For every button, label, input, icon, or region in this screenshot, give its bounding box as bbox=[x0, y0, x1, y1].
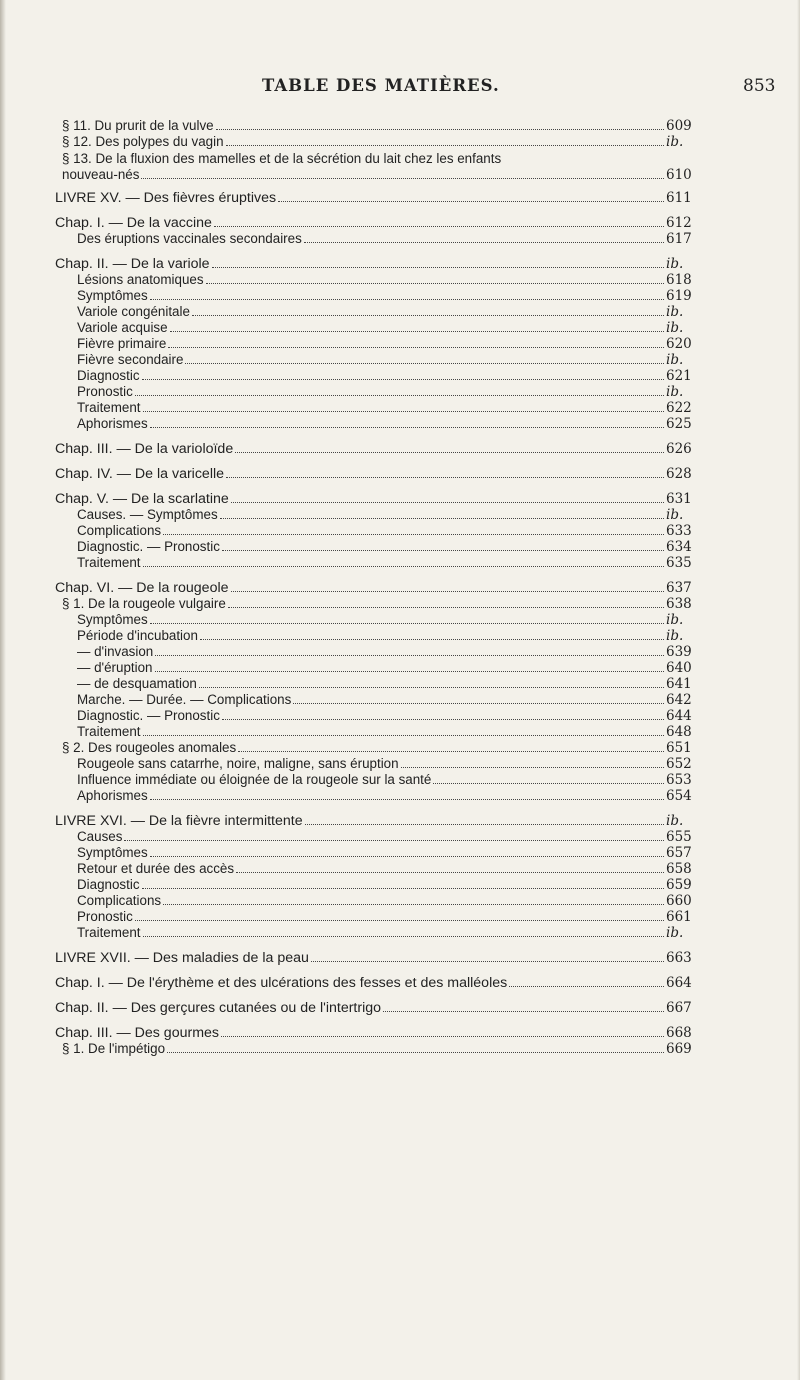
toc-entry-6[interactable] bbox=[55, 215, 694, 231]
toc-entry-30[interactable] bbox=[77, 644, 694, 660]
toc-entry-page: ib. bbox=[666, 507, 684, 523]
dot-leader bbox=[236, 871, 664, 873]
toc-entry-page: 663 bbox=[666, 950, 692, 966]
dot-leader bbox=[401, 766, 664, 768]
dot-leader bbox=[170, 330, 664, 332]
toc-entry-title: Chap. IV. — De la varicelle bbox=[55, 466, 225, 482]
toc-entry-title: Fièvre primaire bbox=[77, 336, 167, 351]
toc-entry-page: 619 bbox=[666, 288, 692, 304]
toc-entry-title: nouveau-nés bbox=[62, 167, 140, 182]
toc-entry-title: Chap. I. — De la vaccine bbox=[55, 215, 212, 231]
toc-entry-page: 648 bbox=[666, 724, 692, 740]
page-left-edge-shadow bbox=[0, 0, 6, 1380]
toc-entry-title: Chap. II. — De la variole bbox=[55, 256, 210, 272]
toc-entry-page: 661 bbox=[666, 909, 692, 925]
dot-leader bbox=[509, 985, 664, 987]
dot-leader bbox=[142, 378, 664, 380]
dot-leader bbox=[226, 144, 664, 146]
dot-leader bbox=[226, 476, 664, 478]
dot-leader bbox=[311, 960, 664, 962]
toc-entry-page: 638 bbox=[666, 596, 692, 612]
dot-leader bbox=[150, 298, 664, 300]
toc-entry-title: Symptômes bbox=[77, 288, 148, 303]
toc-entry-title: LIVRE XVII. — Des maladies de la peau bbox=[55, 950, 309, 966]
dot-leader bbox=[155, 654, 664, 656]
toc-entry-title: Variole acquise bbox=[77, 320, 168, 335]
toc-entry-29[interactable] bbox=[77, 628, 694, 644]
dot-leader bbox=[222, 718, 664, 720]
toc-entry-page: 658 bbox=[666, 861, 692, 877]
toc-entry-page: 634 bbox=[666, 539, 692, 555]
toc-entry-page: ib. bbox=[666, 384, 684, 400]
toc-entry-title: Pronostic bbox=[77, 384, 133, 399]
dot-leader bbox=[304, 241, 664, 243]
dot-leader bbox=[163, 533, 664, 535]
toc-entry-8[interactable] bbox=[55, 256, 694, 272]
toc-entry-33[interactable] bbox=[77, 692, 694, 708]
toc-entry-title: Chap. I. — De l'érythème et des ulcérations des fesses et des malléoles bbox=[55, 975, 508, 991]
toc-entry-16[interactable] bbox=[77, 384, 694, 400]
toc-entry-page: 657 bbox=[666, 845, 692, 861]
header-page-number: 853 bbox=[743, 76, 776, 96]
toc-entry-page: 621 bbox=[666, 368, 692, 384]
toc-entry-31[interactable] bbox=[77, 660, 694, 676]
toc-entry-title: Traitement bbox=[77, 724, 141, 739]
toc-entry-page: 610 bbox=[666, 167, 692, 183]
dot-leader bbox=[200, 638, 664, 640]
dot-leader bbox=[155, 670, 664, 672]
toc-entry-title: § 2. Des rougeoles anomales bbox=[62, 740, 237, 755]
toc-entry-title: Traitement bbox=[77, 925, 141, 940]
toc-entry-page: 620 bbox=[666, 336, 692, 352]
toc-entry-title: § 1. De l'impétigo bbox=[62, 1041, 166, 1056]
toc-entry-title: Traitement bbox=[77, 400, 141, 415]
toc-entry-22[interactable] bbox=[77, 507, 694, 523]
dot-leader bbox=[185, 362, 664, 364]
toc-entry-page: 635 bbox=[666, 555, 692, 571]
toc-entry-page: 652 bbox=[666, 756, 692, 772]
dot-leader bbox=[216, 128, 664, 130]
toc-entry-title: Rougeole sans catarrhe, noire, maligne, sans éruption bbox=[77, 756, 399, 771]
dot-leader bbox=[135, 919, 664, 921]
toc-entry-title: Des éruptions vaccinales secondaires bbox=[77, 231, 302, 246]
dot-leader bbox=[231, 590, 665, 592]
dot-leader bbox=[163, 903, 664, 905]
toc-entry-page: 618 bbox=[666, 272, 692, 288]
dot-leader bbox=[231, 501, 664, 503]
toc-entry-title: LIVRE XVI. — De la fièvre intermittente bbox=[55, 813, 303, 829]
toc-entry-page: 631 bbox=[666, 491, 692, 507]
toc-entry-14[interactable] bbox=[77, 352, 694, 368]
toc-entry-page: 653 bbox=[666, 772, 692, 788]
toc-entry-23[interactable] bbox=[77, 523, 694, 539]
header-title: TABLE DES MATIÈRES. bbox=[262, 76, 500, 95]
toc-entry-20[interactable] bbox=[55, 466, 694, 482]
dot-leader bbox=[199, 686, 664, 688]
toc-entry-49[interactable] bbox=[55, 975, 694, 991]
toc-entry-52[interactable] bbox=[62, 1041, 694, 1057]
toc-entry-19[interactable] bbox=[55, 441, 694, 457]
dot-leader bbox=[167, 1051, 664, 1053]
dot-leader bbox=[150, 855, 664, 857]
toc-entry-40[interactable] bbox=[55, 813, 694, 829]
toc-entry-title: — de desquamation bbox=[77, 676, 197, 691]
toc-entry-1[interactable] bbox=[62, 118, 694, 134]
dot-leader bbox=[293, 702, 664, 704]
toc-entry-48[interactable] bbox=[55, 950, 694, 966]
toc-entry-page: 611 bbox=[666, 190, 692, 206]
toc-entry-44[interactable] bbox=[77, 877, 694, 893]
toc-entry-title: § 1. De la rougeole vulgaire bbox=[62, 596, 226, 611]
toc-entry-page: 625 bbox=[666, 416, 692, 432]
dot-leader bbox=[143, 935, 664, 937]
dot-leader bbox=[235, 451, 664, 453]
toc-entry-page: 654 bbox=[666, 788, 692, 804]
toc-entry-36[interactable] bbox=[62, 740, 694, 756]
toc-entry-title: Diagnostic. — Pronostic bbox=[77, 708, 220, 723]
toc-entry-page: 667 bbox=[666, 1000, 692, 1016]
toc-entry-title: Variole congénitale bbox=[77, 304, 190, 319]
toc-entry-page: ib. bbox=[666, 304, 684, 320]
toc-entry-title: LIVRE XV. — Des fièvres éruptives bbox=[55, 190, 277, 206]
toc-entry-page: 651 bbox=[666, 740, 692, 756]
toc-entry-title: Traitement bbox=[77, 555, 141, 570]
toc-entry-46[interactable] bbox=[77, 909, 694, 925]
toc-entry-title: Chap. III. — Des gourmes bbox=[55, 1025, 220, 1041]
dot-leader bbox=[212, 266, 664, 268]
toc-entry-page: 641 bbox=[666, 676, 692, 692]
toc-entry-title: Fièvre secondaire bbox=[77, 352, 184, 367]
toc-entry-7[interactable] bbox=[77, 231, 694, 247]
toc-entry-title: Causes. — Symptômes bbox=[77, 507, 218, 522]
toc-entry-title: § 11. Du prurit de la vulve bbox=[62, 118, 214, 133]
dot-leader bbox=[143, 734, 664, 736]
toc-entry-page: ib. bbox=[666, 320, 684, 336]
toc-entry-34[interactable] bbox=[77, 708, 694, 724]
toc-entry-title: Aphorismes bbox=[77, 788, 148, 803]
toc-entry-15[interactable] bbox=[77, 368, 694, 384]
toc-entry-37[interactable] bbox=[77, 756, 694, 772]
dot-leader bbox=[143, 410, 664, 412]
toc-entry-51[interactable] bbox=[55, 1025, 694, 1041]
toc-entry-title: Marche. — Durée. — Complications bbox=[77, 692, 292, 707]
toc-entry-17[interactable] bbox=[77, 400, 694, 416]
toc-entry-page: 668 bbox=[666, 1025, 692, 1041]
dot-leader bbox=[150, 798, 664, 800]
toc-entry-page: 633 bbox=[666, 523, 692, 539]
toc-entry-41[interactable] bbox=[77, 829, 694, 845]
toc-entry-page: 637 bbox=[666, 580, 692, 596]
toc-entry-title: Lésions anatomiques bbox=[77, 272, 204, 287]
toc-entry-9[interactable] bbox=[77, 272, 694, 288]
dot-leader bbox=[143, 565, 664, 567]
toc-entry-title: Diagnostic bbox=[77, 368, 140, 383]
dot-leader bbox=[206, 282, 664, 284]
toc-entry-27[interactable] bbox=[62, 596, 694, 612]
toc-entry-page: ib. bbox=[666, 628, 684, 644]
toc-entry-page: ib. bbox=[666, 256, 684, 272]
dot-leader bbox=[238, 750, 664, 752]
toc-entry-50[interactable] bbox=[55, 1000, 694, 1016]
toc-entry-page: ib. bbox=[666, 352, 684, 368]
toc-entry-5[interactable] bbox=[55, 190, 694, 206]
toc-entry-page: ib. bbox=[666, 925, 684, 941]
toc-entry-title: Chap. III. — De la varioloïde bbox=[55, 441, 234, 457]
toc-entry-page: 659 bbox=[666, 877, 692, 893]
toc-entry-page: 669 bbox=[666, 1041, 692, 1057]
dot-leader bbox=[141, 177, 664, 179]
toc-entry-10[interactable] bbox=[77, 288, 694, 304]
toc-entry-title: — d'invasion bbox=[77, 644, 154, 659]
toc-entry-page: 609 bbox=[666, 118, 692, 134]
toc-entry-page: 640 bbox=[666, 660, 692, 676]
dot-leader bbox=[220, 517, 664, 519]
dot-leader bbox=[222, 549, 664, 551]
toc-entry-page: 664 bbox=[666, 975, 692, 991]
toc-entry-page: 622 bbox=[666, 400, 692, 416]
dot-leader bbox=[228, 606, 664, 608]
toc-entry-title: Retour et durée des accès bbox=[77, 861, 235, 876]
toc-entry-26[interactable] bbox=[55, 580, 694, 596]
toc-entry-4[interactable] bbox=[62, 167, 694, 183]
dot-leader bbox=[214, 225, 664, 227]
toc-entry-title: Chap. V. — De la scarlatine bbox=[55, 491, 229, 507]
dot-leader bbox=[124, 839, 664, 841]
toc-entry-title: Symptômes bbox=[77, 612, 148, 627]
toc-entry-page: ib. bbox=[666, 134, 684, 150]
toc-entry-page: 644 bbox=[666, 708, 692, 724]
toc-entry-page: 639 bbox=[666, 644, 692, 660]
toc-entry-title: § 12. Des polypes du vagin bbox=[62, 134, 224, 149]
toc-entry-title: Diagnostic bbox=[77, 877, 140, 892]
toc-entry-title: Causes bbox=[77, 829, 123, 844]
toc-entry-3: § 13. De la fluxion des mamelles et de la sécrétion du lait chez les enfants bbox=[62, 151, 502, 166]
toc-entry-page: 626 bbox=[666, 441, 692, 457]
toc-entry-47[interactable] bbox=[77, 925, 694, 941]
dot-leader bbox=[142, 887, 664, 889]
dot-leader bbox=[192, 314, 664, 316]
toc-entry-25[interactable] bbox=[77, 555, 694, 571]
toc-entry-32[interactable] bbox=[77, 676, 694, 692]
toc-entry-39[interactable] bbox=[77, 788, 694, 804]
toc-entry-45[interactable] bbox=[77, 893, 694, 909]
toc-entry-11[interactable] bbox=[77, 304, 694, 320]
toc-entry-title: Complications bbox=[77, 893, 162, 908]
toc-entry-13[interactable] bbox=[77, 336, 694, 352]
toc-entry-title: Symptômes bbox=[77, 845, 148, 860]
toc-entry-title: Influence immédiate ou éloignée de la rougeole sur la santé bbox=[77, 772, 432, 787]
dot-leader bbox=[135, 394, 664, 396]
toc-entry-43[interactable] bbox=[77, 861, 694, 877]
toc-entry-title: Chap. II. — Des gerçures cutanées ou de l'intertrigo bbox=[55, 1000, 382, 1016]
dot-leader bbox=[433, 782, 664, 784]
toc-entry-35[interactable] bbox=[77, 724, 694, 740]
toc-entry-42[interactable] bbox=[77, 845, 694, 861]
toc-entry-page: ib. bbox=[666, 813, 684, 829]
toc-entry-21[interactable] bbox=[55, 491, 694, 507]
toc-entry-12[interactable] bbox=[77, 320, 694, 336]
dot-leader bbox=[278, 200, 664, 202]
dot-leader bbox=[168, 346, 664, 348]
toc-entry-title: — d'éruption bbox=[77, 660, 153, 675]
toc-entry-title: Chap. VI. — De la rougeole bbox=[55, 580, 229, 596]
toc-entry-title: Aphorismes bbox=[77, 416, 148, 431]
toc-entry-38[interactable] bbox=[77, 772, 694, 788]
toc-entry-title: Pronostic bbox=[77, 909, 133, 924]
toc-entry-24[interactable] bbox=[77, 539, 694, 555]
toc-entry-page: 660 bbox=[666, 893, 692, 909]
toc-entry-title: Complications bbox=[77, 523, 162, 538]
toc-entry-page: 612 bbox=[666, 215, 692, 231]
toc-entry-page: 642 bbox=[666, 692, 692, 708]
dot-leader bbox=[221, 1035, 664, 1037]
dot-leader bbox=[150, 426, 664, 428]
toc-entry-28[interactable] bbox=[77, 612, 694, 628]
dot-leader bbox=[305, 823, 664, 825]
toc-entry-title: Période d'incubation bbox=[77, 628, 198, 643]
running-header bbox=[0, 76, 800, 100]
dot-leader bbox=[383, 1010, 664, 1012]
toc-entry-page: 655 bbox=[666, 829, 692, 845]
dot-leader bbox=[150, 622, 664, 624]
toc-entry-title: Diagnostic. — Pronostic bbox=[77, 539, 220, 554]
toc-entry-2[interactable] bbox=[62, 134, 694, 150]
toc-entry-page: 628 bbox=[666, 466, 692, 482]
toc-entry-page: ib. bbox=[666, 612, 684, 628]
toc-entry-page: 617 bbox=[666, 231, 692, 247]
toc-entry-18[interactable] bbox=[77, 416, 694, 432]
